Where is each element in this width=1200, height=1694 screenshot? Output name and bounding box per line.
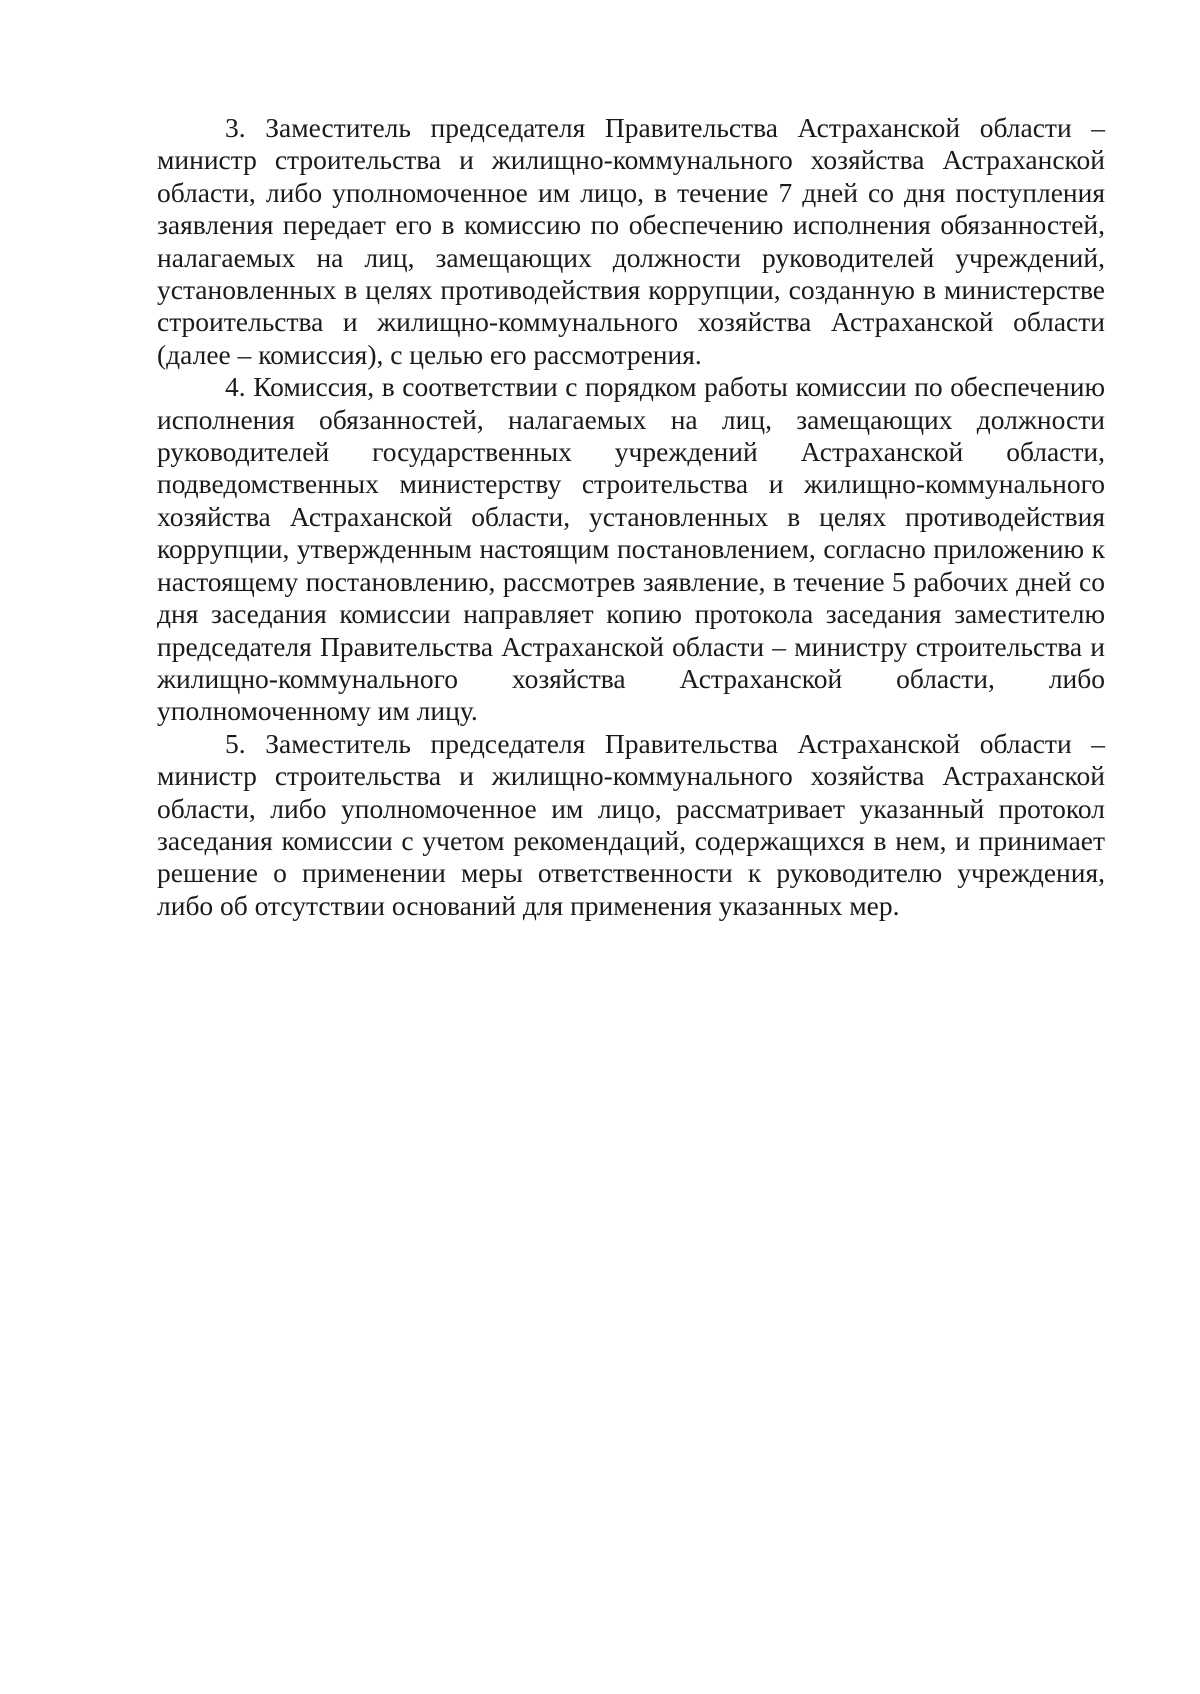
paragraph-3: 3. Заместитель председателя Правительства Астраханской области – министр строительства и жилищно-коммунального хозяйства Астраханской области, либо уполномоченное им лицо, в течение 7 дней со дня поступления заявления передает его в комиссию по обеспечению исполнения обязанностей, налагаемых на лиц, замещающих должности руководителей учреждений, установленных в целях противодействия коррупции, созданную в министерстве строительства и жилищно-коммунального хозяйства Астраханской области (далее – комиссия), с целью его рассмотрения. [157,112,1105,370]
document-body [157,112,1105,922]
paragraph-4: 4. Комиссия, в соответствии с порядком работы комиссии по обеспечению исполнения обязанностей, налагаемых на лиц, замещающих должности руководителей государственных учреждений Астраханской области, подведомственных министерству строительства и жилищно-коммунального хозяйства Астраханской области, установленных в целях противодействия коррупции, утвержденным настоящим постановлением, согласно приложению к настоящему постановлению, рассмотрев заявление, в течение 5 рабочих дней со дня заседания комиссии направляет копию протокола заседания заместителю председателя Правительства Астраханской области – министру строительства и жилищно-коммунального хозяйства Астраханской области, либо уполномоченному им лицу. [157,371,1105,727]
paragraph-5: 5. Заместитель председателя Правительства Астраханской области – министр строительства и жилищно-коммунального хозяйства Астраханской области, либо уполномоченное им лицо, рассматривает указанный протокол заседания комиссии с учетом рекомендаций, содержащихся в нем, и принимает решение о применении меры ответственности к руководителю учреждения, либо об отсутствии оснований для применения указанных мер. [157,727,1105,921]
